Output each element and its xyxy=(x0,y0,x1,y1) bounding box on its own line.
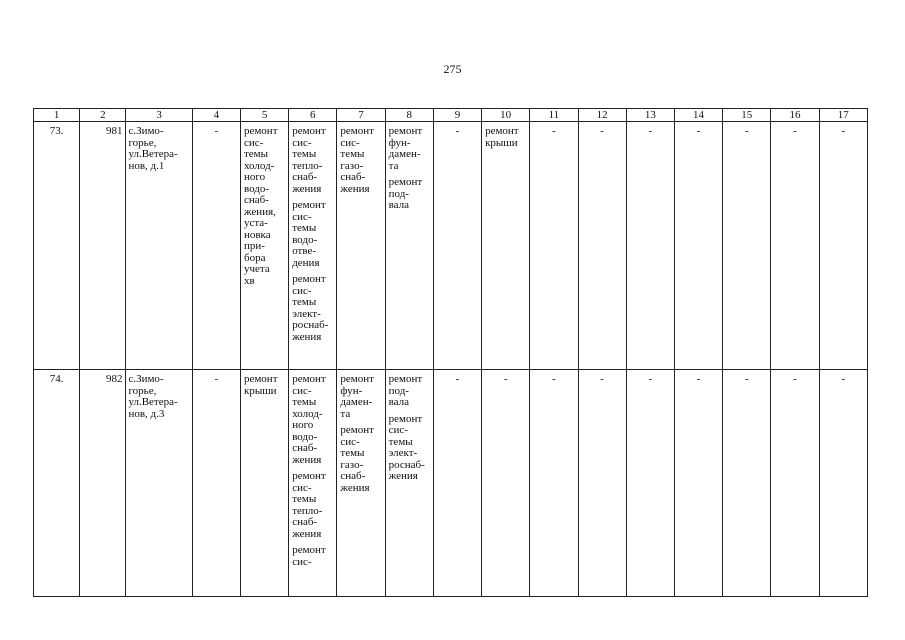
cell-dash: - xyxy=(530,370,578,597)
work-cell xyxy=(289,122,337,370)
column-header: 11 xyxy=(530,109,578,122)
header-row xyxy=(34,109,868,122)
work-item: ремонт крыши xyxy=(243,373,278,397)
work-item: ремонт сис- темы холод- ного водо- снаб- жения xyxy=(292,373,326,466)
work-item: ремонт сис- темы газо- снаб- жения xyxy=(340,125,374,195)
cell-dash: - xyxy=(723,370,771,597)
cell-dash: - xyxy=(771,370,819,597)
cell-dash: - xyxy=(819,370,867,597)
cell-dash: - xyxy=(771,122,819,370)
work-item: ремонт крыши xyxy=(485,125,519,149)
page-number: 275 xyxy=(443,62,462,76)
cell-dash: - xyxy=(433,370,481,597)
work-item: ремонт сис- темы элект- роснаб- жения xyxy=(292,273,329,343)
house-code: 982 xyxy=(80,370,126,597)
work-item: ремонт сис- темы газо- снаб- жения xyxy=(340,424,374,494)
cell-dash: - xyxy=(674,370,722,597)
cell-dash: - xyxy=(578,122,626,370)
column-header: 14 xyxy=(674,109,722,122)
work-cell xyxy=(337,370,385,597)
work-cell xyxy=(385,122,433,370)
column-header: 12 xyxy=(578,109,626,122)
work-item: ремонт фун- дамен- та xyxy=(340,373,374,420)
table-row xyxy=(34,370,868,597)
column-header: 1 xyxy=(34,109,80,122)
work-item: ремонт фун- дамен- та xyxy=(388,125,423,172)
row-number: 74. xyxy=(34,370,80,597)
column-header: 13 xyxy=(626,109,674,122)
work-item: ремонт сис- темы холод- ного водо- снаб- жения, уста- новка при- бора учета хв xyxy=(243,125,278,287)
column-header: 7 xyxy=(337,109,385,122)
works-table xyxy=(33,108,868,597)
column-header: 8 xyxy=(385,109,433,122)
work-cell xyxy=(482,122,530,370)
work-item: ремонт сис- xyxy=(292,544,326,568)
cell-dash: - xyxy=(626,370,674,597)
cell-dash: - xyxy=(530,122,578,370)
column-header: 10 xyxy=(482,109,530,122)
work-item: ремонт под- вала xyxy=(388,176,423,211)
house-code: 981 xyxy=(80,122,126,370)
work-cell xyxy=(289,370,337,597)
work-cell xyxy=(337,122,385,370)
work-item: ремонт сис- темы водо- отве- дения xyxy=(292,199,326,269)
column-header: 6 xyxy=(289,109,337,122)
work-item: ремонт под- вала xyxy=(388,373,423,408)
column-header: 2 xyxy=(80,109,126,122)
cell-dash: - xyxy=(626,122,674,370)
address: с.Зимо- горье, ул.Ветера- нов, д.3 xyxy=(126,370,192,597)
column-header: 15 xyxy=(723,109,771,122)
column-header: 16 xyxy=(771,109,819,122)
column-header: 17 xyxy=(819,109,867,122)
address: с.Зимо- горье, ул.Ветера- нов, д.1 xyxy=(126,122,192,370)
cell-dash: - xyxy=(578,370,626,597)
column-header: 5 xyxy=(240,109,288,122)
cell-dash: - xyxy=(192,370,240,597)
column-header: 3 xyxy=(126,109,192,122)
work-item: ремонт сис- темы элект- роснаб- жения xyxy=(388,412,425,482)
cell-dash: - xyxy=(192,122,240,370)
work-cell xyxy=(240,370,288,597)
row-number: 73. xyxy=(34,122,80,370)
work-item: ремонт сис- темы тепло- снаб- жения xyxy=(292,125,326,195)
work-item: ремонт сис- темы тепло- снаб- жения xyxy=(292,470,326,540)
cell-dash: - xyxy=(433,122,481,370)
table-row xyxy=(34,122,868,370)
cell-dash: - xyxy=(723,122,771,370)
work-cell xyxy=(385,370,433,597)
work-cell xyxy=(240,122,288,370)
cell-dash: - xyxy=(674,122,722,370)
column-header: 4 xyxy=(192,109,240,122)
column-header: 9 xyxy=(433,109,481,122)
cell-dash: - xyxy=(482,370,530,597)
cell-dash: - xyxy=(819,122,867,370)
